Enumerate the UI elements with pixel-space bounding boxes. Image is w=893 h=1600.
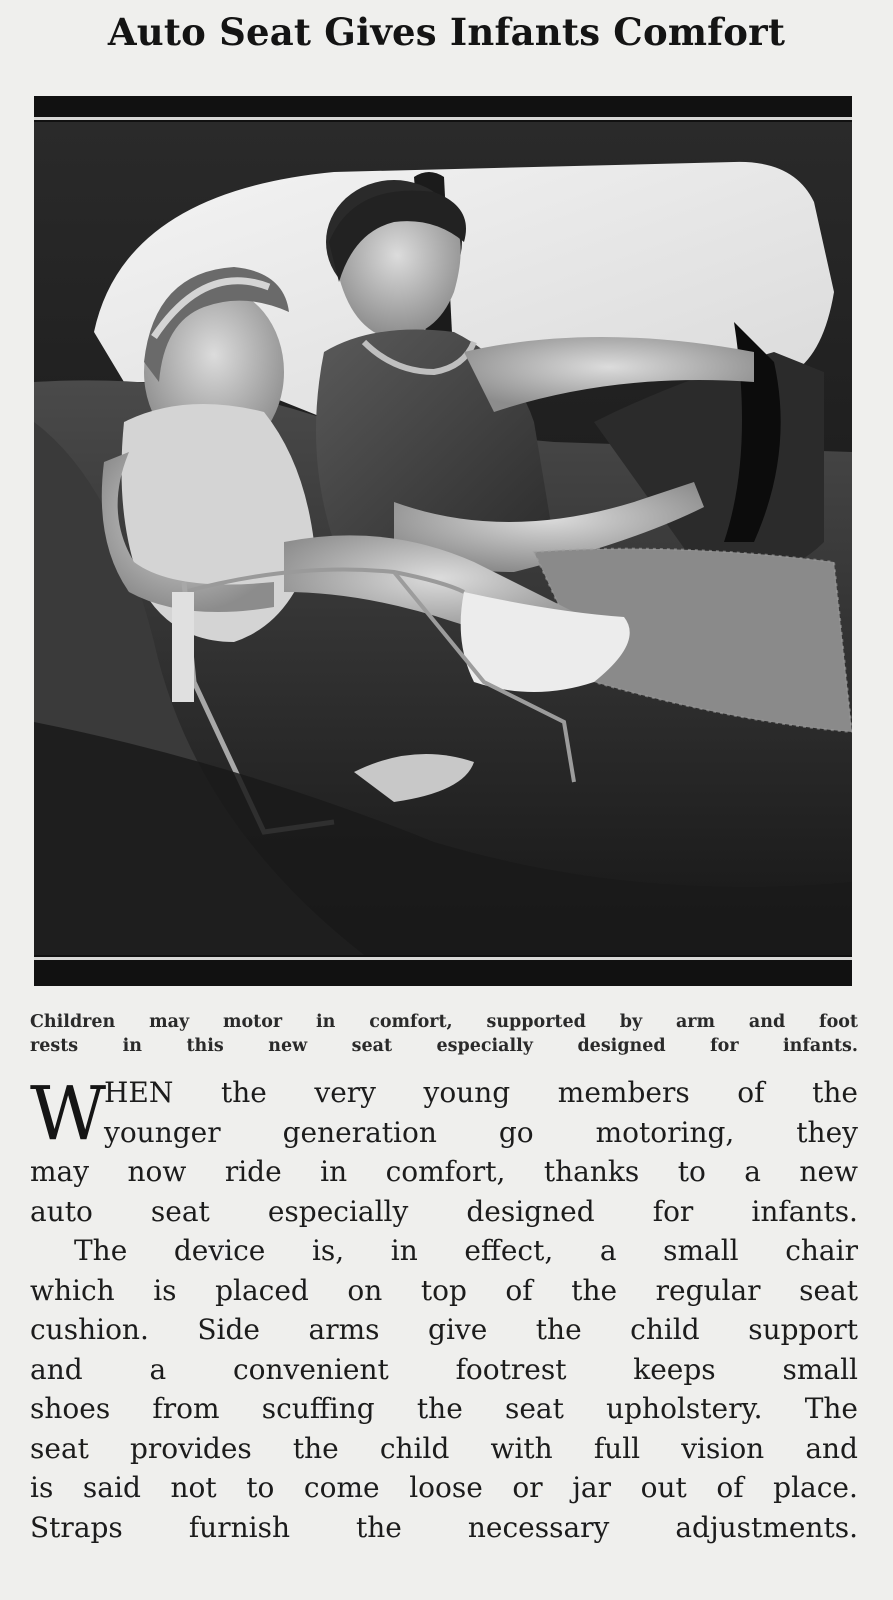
body-word: adjustments. [675,1510,858,1544]
body-word: small [782,1352,858,1386]
body-word: out [640,1471,687,1504]
body-word: shoes [30,1392,111,1425]
body-word: of [737,1076,765,1109]
body-word: the [812,1076,858,1109]
body-word: very [314,1076,376,1109]
photo-bottom-rule [34,957,852,960]
body-word: designed [466,1194,595,1228]
body-word: said [82,1471,141,1504]
body-word: they [796,1115,858,1149]
headline: Auto Seat Gives Infants Comfort [107,10,786,54]
body-word: Straps [30,1510,123,1544]
body-word: device [173,1234,266,1267]
body-line [30,1429,858,1469]
body-word: is [30,1471,54,1504]
body-line [30,1231,858,1271]
body-line [30,1350,858,1390]
body-word: of [505,1273,533,1307]
body-word: seat [30,1431,89,1465]
body-word: in [390,1234,418,1267]
body-word: come [303,1471,380,1504]
body-word: to [246,1471,275,1504]
drop-cap: W [30,1071,107,1157]
body-word: go [498,1115,534,1149]
body-word: provides [129,1431,252,1465]
body-word: a [599,1234,617,1267]
body-word: child [630,1313,700,1346]
body-word: on [347,1273,383,1307]
body-word: may [30,1155,90,1188]
caption-line: rests in this new seat especially designed for infants. [30,1036,858,1056]
body-word: the [535,1313,582,1346]
body-word: from [152,1392,220,1425]
body-word: generation [282,1115,437,1149]
body-line [30,1508,858,1548]
body-word: auto [30,1194,93,1228]
body-word: the [355,1510,402,1544]
body-word: child [379,1431,450,1465]
body-word: new [799,1155,858,1188]
drop-cap-block [30,1071,858,1157]
body-word: chair [785,1234,858,1267]
article-body [30,1073,858,1547]
body-word: vision [681,1431,765,1465]
body-word: or [512,1471,543,1504]
body-word: The [74,1234,128,1267]
body-word: members [557,1076,690,1109]
body-word: is, [311,1234,345,1267]
body-word: loose [409,1471,483,1504]
body-word: especially [267,1194,409,1228]
body-word: seat [150,1194,210,1228]
body-word: regular [655,1273,761,1307]
body-word: younger [104,1115,221,1149]
body-word: footrest [455,1352,567,1386]
body-line [30,1152,858,1192]
caption-line: Children may motor in comfort, supported by arm and foot [30,1012,858,1032]
body-word: give [428,1313,488,1346]
body-word: a [149,1352,167,1386]
body-line [30,1389,858,1429]
body-line [30,1310,858,1350]
body-line [104,1073,858,1113]
body-word: now [127,1155,187,1188]
body-word: placed [215,1273,309,1307]
body-word: a [744,1155,761,1188]
body-word: seat [504,1392,564,1425]
body-word: necessary [467,1510,610,1544]
body-line [30,1271,858,1311]
body-word: The [804,1392,858,1425]
photo-frame [34,96,852,986]
body-word: and [30,1352,83,1386]
body-word: comfort, [385,1155,506,1188]
body-word: support [748,1313,858,1346]
body-word: young [423,1076,511,1109]
body-word: Side [197,1313,261,1346]
body-word: thanks [543,1155,640,1188]
photo-top-rule [34,117,852,120]
body-word: to [677,1155,706,1188]
body-word: in [320,1155,348,1188]
body-word: full [593,1431,641,1465]
body-word: not [170,1471,217,1504]
body-word: HEN [104,1076,174,1109]
body-word: motoring, [595,1115,735,1149]
body-word: the [416,1392,463,1425]
photo-mother-child-car-seat-icon [34,122,852,955]
body-word: cushion. [30,1313,149,1346]
body-word: effect, [464,1234,554,1267]
body-word: small [663,1234,739,1267]
body-word: convenient [232,1352,389,1386]
body-word: infants. [751,1194,858,1228]
body-word: is [153,1273,177,1307]
body-word: seat [799,1273,858,1307]
body-word: jar [572,1471,611,1504]
body-word: and [805,1431,858,1465]
body-word: the [571,1273,618,1307]
body-word: which [30,1273,115,1307]
body-word: for [652,1194,694,1228]
body-word: upholstery. [606,1392,763,1425]
body-word: of [716,1471,744,1504]
body-word: place. [773,1471,858,1504]
body-word: the [292,1431,339,1465]
body-word: the [220,1076,267,1109]
body-line [30,1468,858,1508]
body-line [30,1192,858,1232]
body-word: furnish [188,1510,290,1544]
body-word: ride [224,1155,282,1188]
body-line [104,1113,858,1153]
body-word: scuffing [261,1392,375,1425]
body-word: keeps [633,1352,716,1386]
body-word: arms [308,1313,380,1346]
photo-caption [30,1010,858,1058]
body-word: top [420,1273,467,1307]
body-word: with [490,1431,553,1465]
